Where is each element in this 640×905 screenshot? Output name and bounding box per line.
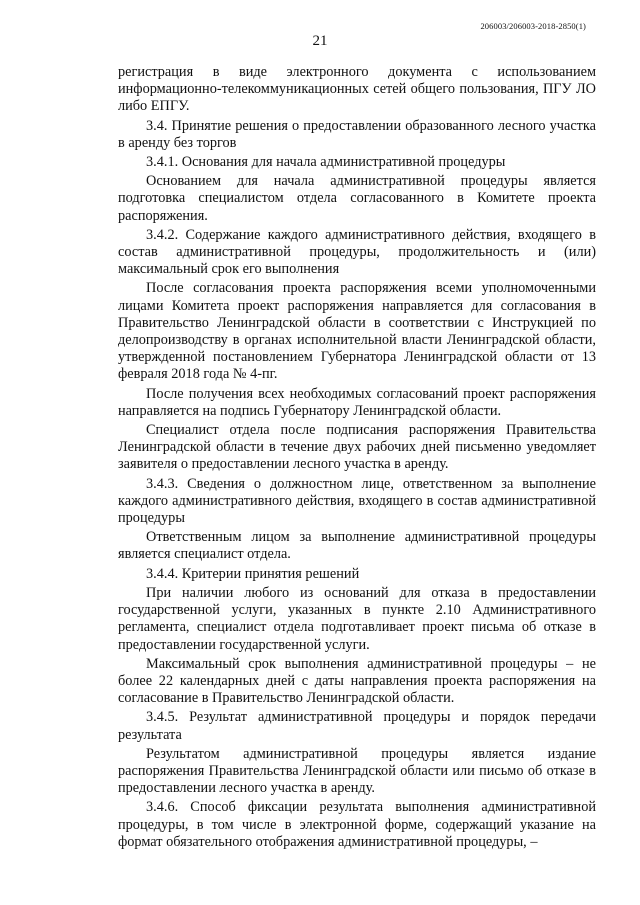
section-heading-3-4-5: 3.4.5. Результат административной процедуры и порядок передачи результата [118, 709, 596, 743]
paragraph-registration-methods: регистрация в виде электронного документа с использованием информационно-телекоммуникационных сетей общего пользования, ПГУ ЛО либо ЕПГУ. [118, 64, 596, 115]
paragraph-responsible-person: Ответственным лицом за выполнение административной процедуры является специалист отдела. [118, 529, 596, 563]
section-heading-3-4: 3.4. Принятие решения о предоставлении образованного лесного участка в аренду без торгов [118, 117, 596, 151]
section-heading-3-4-6: 3.4.6. Способ фиксации результата выполнения административной процедуры, в том числе в электронной форме, содержащий указание на формат обязательного отображения административной процедуры, – [118, 799, 596, 850]
section-heading-3-4-1: 3.4.1. Основания для начала административной процедуры [146, 154, 506, 171]
paragraph-applicant-notification: Специалист отдела после подписания распоряжения Правительства Ленинградской области в течение двух рабочих дней письменно уведомляет заявителя о предоставлении лесного участка в аренду. [118, 422, 596, 473]
section-heading-3-4-4: 3.4.4. Критерии принятия решений [146, 565, 360, 582]
section-heading-3-4-3: 3.4.3. Сведения о должностном лице, ответственном за выполнение каждого административного действия, входящего в состав административной процедуры [118, 475, 596, 527]
paragraph-max-duration: Максимальный срок выполнения административной процедуры – не более 22 календарных дней с даты направления проекта распоряжения на согласование в Правительство Ленинградской области. [118, 655, 596, 707]
page-number: 21 [312, 33, 328, 49]
document-registration-number: 206003/206003-2018-2850(1) [480, 21, 586, 31]
document-body [118, 64, 596, 853]
paragraph-refusal-grounds: При наличии любого из оснований для отказа в предоставлении государственной услуги, указанных в пункте 2.10 Административного регламента, специалист отдела подготавливает проект письма об отказе в предоставлении государственной услуги. [118, 584, 596, 653]
paragraph-approval-routing: После согласования проекта распоряжения всеми уполномоченными лицами Комитета проект распоряжения направляется для согласования в Правительство Ленинградской области в соответствии с Инструкцией по делопроизводству в органах исполнительной власти Ленинградской области, утвержденной постановлением Губернатора Ленинградской области от 13 февраля 2018 года № 4-пг. [118, 280, 596, 383]
section-heading-3-4-2: 3.4.2. Содержание каждого административного действия, входящего в состав административной процедуры, продолжительность и (или) максимальный срок его выполнения [118, 226, 596, 278]
paragraph-procedure-result: Результатом административной процедуры является издание распоряжения Правительства Ленинградской области или письмо об отказе в предоставлении лесного участка в аренду. [118, 745, 596, 797]
paragraph-governor-signature: После получения всех необходимых согласований проект распоряжения направляется на подпись Губернатору Ленинградской области. [118, 385, 596, 419]
paragraph-procedure-basis: Основанием для начала административной процедуры является подготовка специалистом отдела согласованного в Комитете проекта распоряжения. [118, 173, 596, 224]
